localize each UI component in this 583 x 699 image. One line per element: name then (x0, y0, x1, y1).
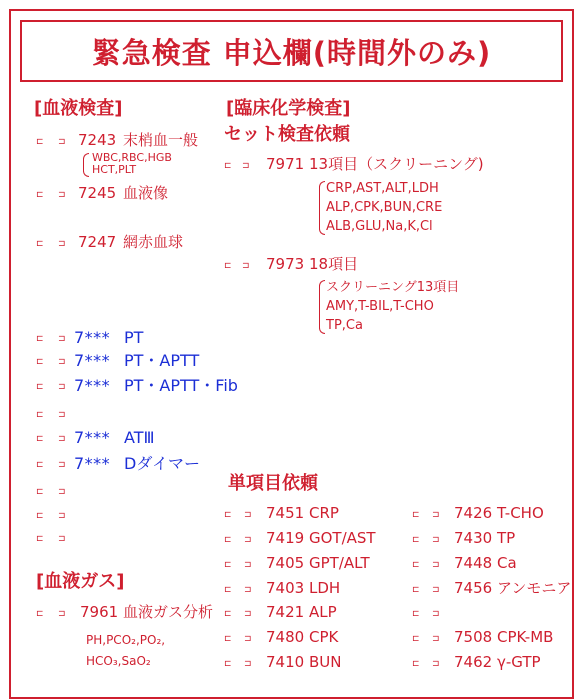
set2-sub-line-3: TP,Ca (326, 318, 363, 333)
single-code: 7508 (454, 628, 493, 646)
gas-sub-line-2: HCO₃,SaO₂ (86, 654, 151, 668)
blood-item-code: 7243 (78, 131, 117, 149)
set-label: 18項目 (309, 255, 359, 273)
blood-sub-line-1: WBC,RBC,HGB (92, 151, 172, 164)
set-label: 13項目（スクリーニング) (309, 155, 484, 173)
set-checkbox-right: ⊐ (242, 161, 250, 171)
single-checkbox-left[interactable]: ⊏ (412, 560, 420, 570)
single-checkbox-left[interactable]: ⊏ (412, 634, 420, 644)
hw-item-label: ATⅢ (124, 428, 155, 447)
blood-gas-header: [血液ガス] (36, 571, 125, 592)
single-checkbox-right: ⊐ (432, 510, 440, 520)
gas-code: 7961 (80, 603, 119, 621)
single-checkbox-right: ⊐ (432, 585, 440, 595)
single-label: アンモニア (497, 579, 572, 597)
hw-checkbox-left[interactable]: ⊏ (36, 382, 44, 392)
gas-checkbox-left[interactable]: ⊏ (36, 609, 44, 619)
single-checkbox-right: ⊐ (432, 659, 440, 669)
set-checkbox-left[interactable]: ⊏ (224, 161, 232, 171)
hw-checkbox-left[interactable]: ⊏ (36, 487, 44, 497)
single-checkbox-left[interactable]: ⊏ (412, 510, 420, 520)
hw-checkbox-right: ⊐ (58, 487, 66, 497)
blood-item-code: 7247 (78, 233, 117, 251)
blood-sub-brace (83, 153, 89, 177)
single-checkbox-right: ⊐ (244, 634, 252, 644)
single-label: TP (497, 529, 516, 547)
blood-item-code: 7245 (78, 184, 117, 202)
gas-sub-line-1: PH,PCO₂,PO₂, (86, 633, 166, 647)
blood-checkbox-left[interactable]: ⊏ (36, 239, 44, 249)
single-checkbox-left[interactable]: ⊏ (412, 535, 420, 545)
single-checkbox-left[interactable]: ⊏ (412, 585, 420, 595)
single-label: T-CHO (497, 504, 544, 522)
blood-sub-line-2: HCT,PLT (92, 163, 137, 176)
hw-checkbox-right: ⊐ (58, 357, 66, 367)
blood-test-header: [血液検査] (34, 98, 123, 119)
hw-checkbox-right: ⊐ (58, 434, 66, 444)
single-label: CPK (309, 628, 339, 646)
single-code: 7405 (266, 554, 305, 572)
hw-checkbox-right: ⊐ (58, 334, 66, 344)
hw-item-code: 7*** (74, 428, 111, 447)
single-label: ALP (309, 603, 337, 621)
single-code: 7430 (454, 529, 493, 547)
set-code: 7973 (266, 255, 305, 273)
single-checkbox-right: ⊐ (244, 560, 252, 570)
single-code: 7480 (266, 628, 305, 646)
single-code: 7456 (454, 579, 493, 597)
hw-checkbox-right: ⊐ (58, 511, 66, 521)
set2-sub-line-2: AMY,T-BIL,T-CHO (326, 299, 434, 314)
single-code: 7410 (266, 653, 305, 671)
single-checkbox-right: ⊐ (432, 560, 440, 570)
single-checkbox-left[interactable]: ⊏ (412, 609, 420, 619)
single-label: GPT/ALT (309, 554, 370, 572)
hw-item-label: PT・APTT (124, 351, 200, 370)
blood-item-label: 血液像 (123, 184, 169, 202)
single-checkbox-left[interactable]: ⊏ (224, 609, 232, 619)
set2-sub-line-1: スクリーニング13項目 (326, 280, 460, 295)
single-label: γ-GTP (497, 653, 541, 671)
blood-checkbox-right: ⊐ (58, 239, 66, 249)
set-code: 7971 (266, 155, 305, 173)
single-label: Ca (497, 554, 517, 572)
single-checkbox-left[interactable]: ⊏ (224, 535, 232, 545)
set-checkbox-left[interactable]: ⊏ (224, 261, 232, 271)
hw-checkbox-left[interactable]: ⊏ (36, 460, 44, 470)
single-checkbox-right: ⊐ (244, 609, 252, 619)
hw-checkbox-left[interactable]: ⊏ (36, 534, 44, 544)
single-test-header: 単項目依頼 (228, 473, 318, 494)
single-code: 7462 (454, 653, 493, 671)
gas-checkbox-right: ⊐ (58, 609, 66, 619)
gas-label: 血液ガス分析 (123, 603, 214, 621)
set1-sub-line-2: ALP,CPK,BUN,CRE (326, 200, 443, 215)
single-checkbox-left[interactable]: ⊏ (224, 634, 232, 644)
single-label: GOT/AST (309, 529, 376, 547)
set2-sub-brace (319, 280, 325, 334)
hw-item-label: Dダイマー (124, 454, 201, 473)
hw-item-code: 7*** (74, 376, 111, 395)
hw-checkbox-right: ⊐ (58, 410, 66, 420)
single-label: CRP (309, 504, 339, 522)
set-test-header: セット検査依頼 (224, 124, 350, 145)
single-checkbox-right: ⊐ (244, 510, 252, 520)
blood-item-label: 網赤血球 (123, 233, 184, 251)
hw-checkbox-left[interactable]: ⊏ (36, 410, 44, 420)
hw-checkbox-left[interactable]: ⊏ (36, 357, 44, 367)
hw-item-code: 7*** (74, 454, 111, 473)
blood-checkbox-right: ⊐ (58, 137, 66, 147)
blood-checkbox-right: ⊐ (58, 190, 66, 200)
set1-sub-brace (319, 181, 325, 235)
single-checkbox-right: ⊐ (244, 659, 252, 669)
single-checkbox-left[interactable]: ⊏ (224, 659, 232, 669)
single-label: CPK-MB (497, 628, 554, 646)
hw-checkbox-left[interactable]: ⊏ (36, 434, 44, 444)
single-code: 7451 (266, 504, 305, 522)
blood-checkbox-left[interactable]: ⊏ (36, 137, 44, 147)
single-checkbox-right: ⊐ (244, 535, 252, 545)
set-checkbox-right: ⊐ (242, 261, 250, 271)
set1-sub-line-1: CRP,AST,ALT,LDH (326, 181, 439, 196)
single-code: 7448 (454, 554, 493, 572)
hw-item-code: 7*** (74, 351, 111, 370)
set1-sub-line-3: ALB,GLU,Na,K,Cl (326, 219, 433, 234)
hw-item-label: PT・APTT・Fib (124, 376, 238, 395)
blood-checkbox-left[interactable]: ⊏ (36, 190, 44, 200)
single-checkbox-left[interactable]: ⊏ (224, 560, 232, 570)
single-checkbox-right: ⊐ (244, 585, 252, 595)
blood-item-label: 末梢血一般 (123, 131, 199, 149)
chem-test-header: [臨床化学検査] (226, 98, 351, 119)
hw-item-code: 7*** (74, 328, 111, 347)
single-code: 7419 (266, 529, 305, 547)
single-label: BUN (309, 653, 342, 671)
single-checkbox-right: ⊐ (432, 535, 440, 545)
single-code: 7426 (454, 504, 493, 522)
single-checkbox-right: ⊐ (432, 634, 440, 644)
title-box (20, 20, 563, 82)
hw-checkbox-right: ⊐ (58, 460, 66, 470)
single-code: 7421 (266, 603, 305, 621)
single-checkbox-left[interactable]: ⊏ (224, 585, 232, 595)
single-code: 7403 (266, 579, 305, 597)
single-label: LDH (309, 579, 341, 597)
hw-checkbox-right: ⊐ (58, 382, 66, 392)
hw-item-label: PT (124, 328, 144, 347)
single-checkbox-right: ⊐ (432, 609, 440, 619)
hw-checkbox-right: ⊐ (58, 534, 66, 544)
form-title: 緊急検査 申込欄(時間外のみ) (91, 35, 492, 70)
hw-checkbox-left[interactable]: ⊏ (36, 334, 44, 344)
hw-checkbox-left[interactable]: ⊏ (36, 511, 44, 521)
single-checkbox-left[interactable]: ⊏ (224, 510, 232, 520)
single-checkbox-left[interactable]: ⊏ (412, 659, 420, 669)
